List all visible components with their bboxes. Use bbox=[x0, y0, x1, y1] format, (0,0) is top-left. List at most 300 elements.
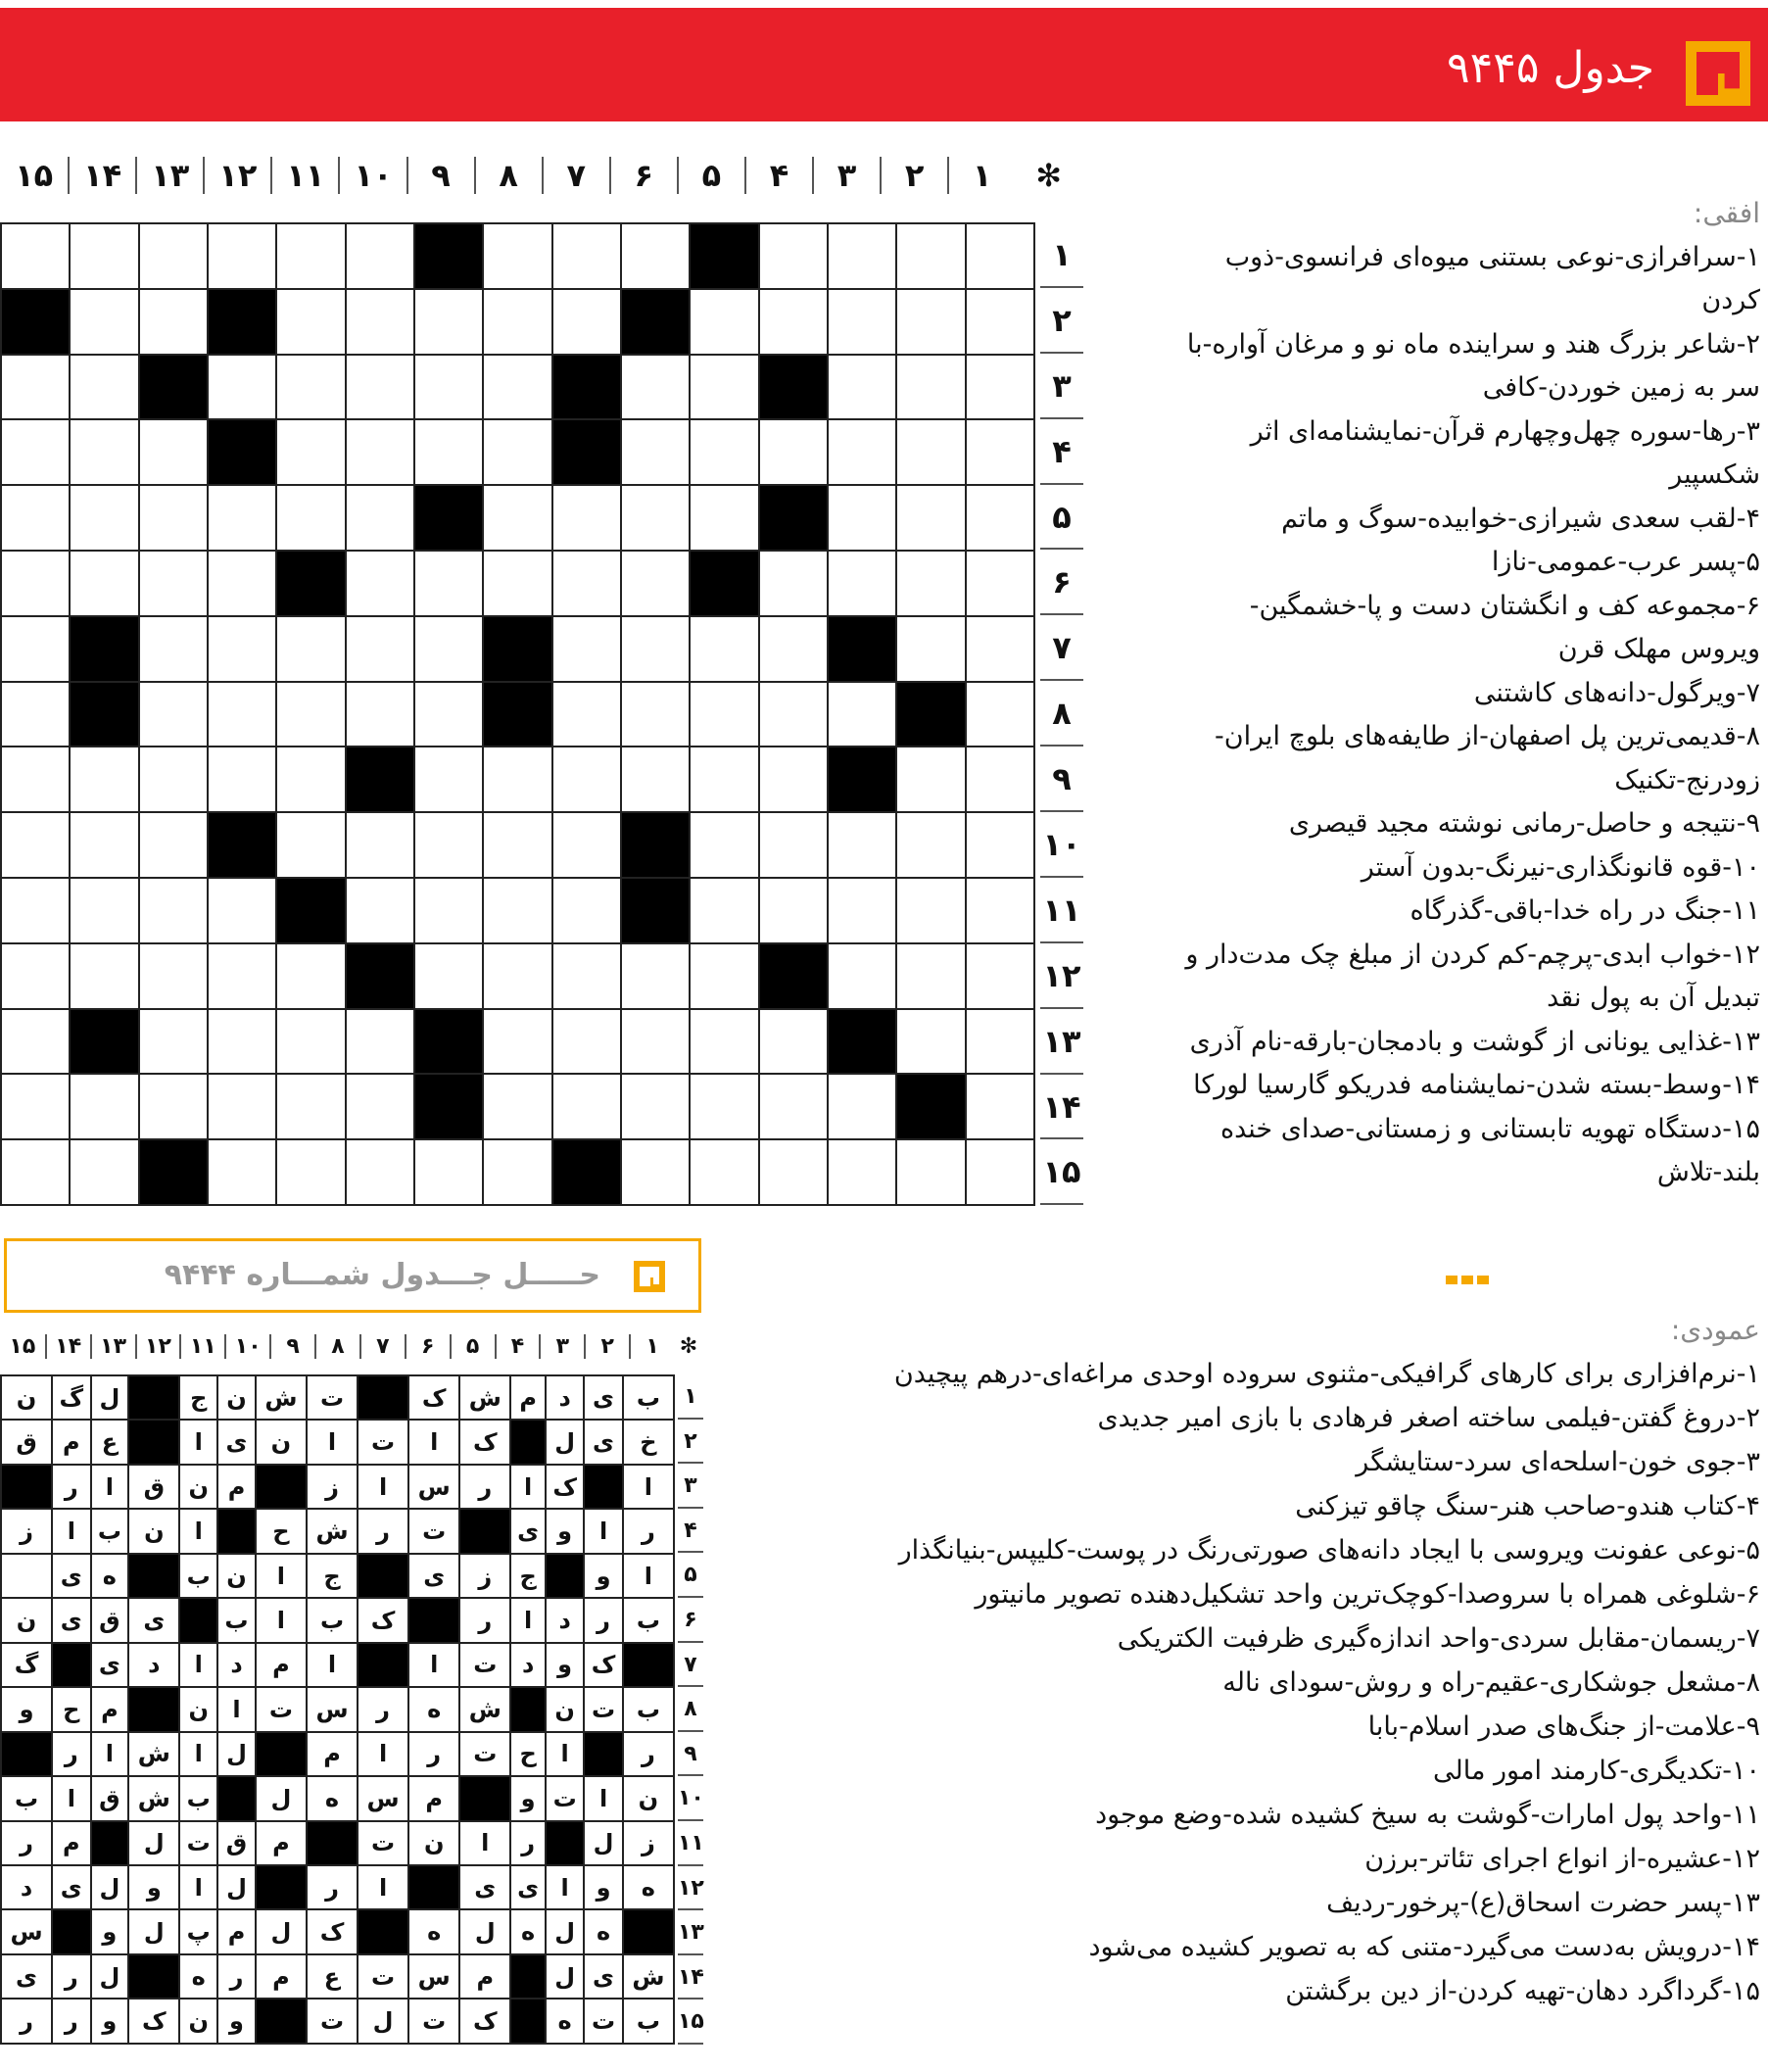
solution-cell: ل bbox=[546, 1954, 584, 1999]
solution-row-number: ۱۵ bbox=[678, 2000, 703, 2045]
grid-cell[interactable] bbox=[552, 682, 621, 747]
grid-cell[interactable] bbox=[896, 419, 965, 485]
grid-cell[interactable] bbox=[483, 1074, 551, 1139]
grid-cell[interactable] bbox=[208, 223, 276, 289]
solution-cell: ش bbox=[128, 1776, 179, 1820]
grid-cell[interactable] bbox=[966, 1074, 1034, 1139]
grid-cell[interactable] bbox=[690, 289, 758, 355]
grid-cell[interactable] bbox=[1, 419, 70, 485]
solution-black-cell bbox=[179, 1598, 217, 1642]
grid-cell[interactable] bbox=[966, 747, 1034, 812]
grid-cell[interactable] bbox=[1, 747, 70, 812]
grid-cell[interactable] bbox=[139, 1074, 208, 1139]
grid-cell[interactable] bbox=[896, 747, 965, 812]
grid-cell[interactable] bbox=[690, 682, 758, 747]
grid-cell[interactable] bbox=[552, 747, 621, 812]
solution-cell: ا bbox=[408, 1420, 459, 1464]
solution-column-number: ۱۱ bbox=[179, 1334, 224, 1359]
grid-cell[interactable] bbox=[346, 223, 414, 289]
solution-row-number: ۱۱ bbox=[678, 1821, 703, 1866]
solution-cell: ا bbox=[584, 1509, 622, 1553]
solution-column-number: ۴ bbox=[495, 1334, 540, 1359]
black-cell bbox=[759, 355, 828, 420]
grid-cell[interactable] bbox=[346, 682, 414, 747]
grid-cell[interactable] bbox=[139, 812, 208, 878]
grid-cell[interactable] bbox=[966, 289, 1034, 355]
grid-cell[interactable] bbox=[1, 551, 70, 616]
grid-cell[interactable] bbox=[759, 682, 828, 747]
grid-cell[interactable] bbox=[276, 355, 345, 420]
solution-cell: ش bbox=[623, 1954, 674, 1999]
grid-cell[interactable] bbox=[276, 1009, 345, 1075]
grid-cell[interactable] bbox=[483, 943, 551, 1009]
grid-cell[interactable] bbox=[1, 355, 70, 420]
grid-cell[interactable] bbox=[70, 1139, 138, 1205]
vertical-clue: ۱-نرم‌افزاری برای کارهای گرافیکی-مثنوی سروده اوحدی مراغه‌ای-درهم پیچیدن bbox=[893, 1359, 1760, 1389]
vertical-clue: ۶-شلوغی همراه با سروصدا-کوچک‌ترین واحد تشکیل‌دهنده تصویر مانیتور bbox=[975, 1579, 1760, 1610]
grid-cell[interactable] bbox=[70, 485, 138, 551]
grid-cell[interactable] bbox=[346, 616, 414, 682]
grid-cell[interactable] bbox=[276, 943, 345, 1009]
grid-cell[interactable] bbox=[346, 485, 414, 551]
solution-cell: ل bbox=[128, 1821, 179, 1865]
grid-cell[interactable] bbox=[828, 485, 896, 551]
grid-cell[interactable] bbox=[1, 1074, 70, 1139]
grid-cell[interactable] bbox=[139, 223, 208, 289]
grid-cell[interactable] bbox=[414, 812, 483, 878]
row-number: ۶ bbox=[1040, 550, 1083, 615]
grid-cell[interactable] bbox=[346, 289, 414, 355]
grid-cell[interactable] bbox=[966, 878, 1034, 943]
grid-cell[interactable] bbox=[552, 812, 621, 878]
grid-cell[interactable] bbox=[208, 485, 276, 551]
grid-cell[interactable] bbox=[828, 943, 896, 1009]
grid-cell[interactable] bbox=[759, 1139, 828, 1205]
column-number: ۱۵ bbox=[15, 157, 54, 194]
grid-cell[interactable] bbox=[552, 485, 621, 551]
solution-cell: ی bbox=[128, 1598, 179, 1642]
solution-row bbox=[1, 1687, 674, 1731]
solution-cell: م bbox=[459, 1954, 510, 1999]
solution-cell: ل bbox=[128, 1909, 179, 1953]
solution-black-cell bbox=[52, 1909, 90, 1953]
grid-cell[interactable] bbox=[346, 1074, 414, 1139]
grid-cell[interactable] bbox=[552, 943, 621, 1009]
solution-cell: ه bbox=[623, 1865, 674, 1909]
grid-cell[interactable] bbox=[276, 419, 345, 485]
grid-cell[interactable] bbox=[276, 616, 345, 682]
solution-cell: ک bbox=[459, 1999, 510, 2044]
grid-cell[interactable] bbox=[70, 223, 138, 289]
row-number: ۱۰ bbox=[1040, 812, 1083, 878]
solution-cell: ی bbox=[408, 1554, 459, 1598]
solution-cell: ی bbox=[584, 1420, 622, 1464]
solution-row-number: ۱۴ bbox=[678, 1955, 703, 2000]
grid-cell[interactable] bbox=[483, 747, 551, 812]
grid-cell[interactable] bbox=[552, 223, 621, 289]
solution-cell: ل bbox=[256, 1776, 307, 1820]
solution-black-cell bbox=[217, 1509, 256, 1553]
grid-cell[interactable] bbox=[896, 1009, 965, 1075]
grid-cell[interactable] bbox=[483, 355, 551, 420]
solution-black-cell bbox=[623, 1643, 674, 1687]
grid-cell[interactable] bbox=[346, 355, 414, 420]
solution-cell: ی bbox=[217, 1420, 256, 1464]
grid-cell[interactable] bbox=[139, 1009, 208, 1075]
grid-cell[interactable] bbox=[483, 485, 551, 551]
grid-cell[interactable] bbox=[346, 1009, 414, 1075]
grid-cell[interactable] bbox=[896, 485, 965, 551]
solution-cell: ل bbox=[546, 1420, 584, 1464]
grid-row bbox=[1, 812, 1034, 878]
grid-cell[interactable] bbox=[70, 289, 138, 355]
grid-cell[interactable] bbox=[621, 747, 690, 812]
grid-cell[interactable] bbox=[966, 355, 1034, 420]
grid-cell[interactable] bbox=[896, 1139, 965, 1205]
grid-cell[interactable] bbox=[346, 1139, 414, 1205]
horizontal-clue: ۲-شاعر بزرگ هند و سراینده ماه نو و مرغان آواره-با سر به زمین خوردن-کافی bbox=[1186, 328, 1760, 403]
column-number: ۳ bbox=[812, 157, 880, 194]
grid-cell[interactable] bbox=[828, 289, 896, 355]
grid-cell[interactable] bbox=[759, 616, 828, 682]
grid-cell[interactable] bbox=[621, 223, 690, 289]
solution-cell: ی bbox=[510, 1865, 546, 1909]
grid-cell[interactable] bbox=[896, 943, 965, 1009]
grid-cell[interactable] bbox=[208, 1074, 276, 1139]
solution-cell: ه bbox=[510, 1909, 546, 1953]
grid-cell[interactable] bbox=[552, 551, 621, 616]
grid-cell[interactable] bbox=[414, 943, 483, 1009]
grid-cell[interactable] bbox=[208, 943, 276, 1009]
grid-cell[interactable] bbox=[759, 878, 828, 943]
solution-row-number: ۱۲ bbox=[678, 1866, 703, 1911]
solution-black-cell bbox=[91, 1821, 129, 1865]
grid-cell[interactable] bbox=[759, 1009, 828, 1075]
solution-cell: ا bbox=[256, 1598, 307, 1642]
horizontal-clue: ۸-قدیمی‌ترین پل اصفهان-از طایفه‌های بلوچ ایران-زودرنج-تکنیک bbox=[1215, 721, 1760, 795]
grid-cell[interactable] bbox=[414, 682, 483, 747]
grid-cell[interactable] bbox=[276, 289, 345, 355]
grid-cell[interactable] bbox=[690, 616, 758, 682]
solution-black-cell bbox=[1, 1732, 52, 1776]
grid-cell[interactable] bbox=[276, 1074, 345, 1139]
solution-row-number: ۷ bbox=[678, 1643, 703, 1688]
grid-cell[interactable] bbox=[759, 223, 828, 289]
grid-cell[interactable] bbox=[483, 419, 551, 485]
grid-cell[interactable] bbox=[828, 878, 896, 943]
solution-black-cell bbox=[546, 1821, 584, 1865]
grid-cell[interactable] bbox=[276, 812, 345, 878]
grid-cell[interactable] bbox=[276, 223, 345, 289]
grid-cell[interactable] bbox=[621, 616, 690, 682]
grid-cell[interactable] bbox=[483, 551, 551, 616]
grid-cell[interactable] bbox=[552, 1009, 621, 1075]
grid-cell[interactable] bbox=[759, 812, 828, 878]
grid-cell[interactable] bbox=[208, 355, 276, 420]
grid-cell[interactable] bbox=[966, 551, 1034, 616]
grid-cell[interactable] bbox=[139, 943, 208, 1009]
grid-cell[interactable] bbox=[896, 812, 965, 878]
solution-cell: ن bbox=[179, 1999, 217, 2044]
grid-cell[interactable] bbox=[414, 289, 483, 355]
grid-row bbox=[1, 616, 1034, 682]
grid-cell[interactable] bbox=[1, 1009, 70, 1075]
grid-cell[interactable] bbox=[483, 812, 551, 878]
grid-cell[interactable] bbox=[208, 747, 276, 812]
grid-cell[interactable] bbox=[690, 355, 758, 420]
grid-cell[interactable] bbox=[414, 355, 483, 420]
grid-cell[interactable] bbox=[1, 943, 70, 1009]
grid-cell[interactable] bbox=[896, 551, 965, 616]
solution-cell: ر bbox=[52, 1954, 90, 1999]
column-number: ۱ bbox=[947, 157, 1015, 194]
solution-cell: س bbox=[307, 1687, 358, 1731]
grid-cell[interactable] bbox=[208, 551, 276, 616]
grid-cell[interactable] bbox=[276, 1139, 345, 1205]
grid-cell[interactable] bbox=[483, 878, 551, 943]
grid-cell[interactable] bbox=[139, 682, 208, 747]
grid-cell[interactable] bbox=[414, 878, 483, 943]
solution-cell: ا bbox=[546, 1865, 584, 1909]
grid-cell[interactable] bbox=[70, 747, 138, 812]
grid-cell[interactable] bbox=[690, 419, 758, 485]
grid-cell[interactable] bbox=[966, 419, 1034, 485]
solution-cell: ی bbox=[510, 1509, 546, 1553]
solution-cell: ن bbox=[256, 1420, 307, 1464]
grid-cell[interactable] bbox=[896, 223, 965, 289]
row-number: ۴ bbox=[1040, 419, 1083, 485]
solution-cell: ا bbox=[256, 1554, 307, 1598]
horizontal-clue: ۳-رها-سوره چهل‌وچهارم قرآن-نمایشنامه‌ای اثر شکسپیر bbox=[1250, 415, 1760, 490]
grid-cell[interactable] bbox=[139, 551, 208, 616]
column-number: ۱۰ bbox=[338, 157, 406, 194]
grid-cell[interactable] bbox=[966, 616, 1034, 682]
grid-cell[interactable] bbox=[966, 943, 1034, 1009]
grid-cell[interactable] bbox=[139, 878, 208, 943]
solution-cell: ا bbox=[52, 1509, 90, 1553]
grid-cell[interactable] bbox=[1, 1139, 70, 1205]
solution-cell: ن bbox=[1, 1598, 52, 1642]
column-number: ۴ bbox=[744, 157, 812, 194]
horizontal-clue: ۴-لقب سعدی شیرازی-خوابیده-سوگ و ماتم bbox=[1281, 503, 1760, 534]
grid-cell[interactable] bbox=[1, 616, 70, 682]
black-cell bbox=[70, 616, 138, 682]
grid-cell[interactable] bbox=[70, 812, 138, 878]
solution-cell: ن bbox=[217, 1375, 256, 1420]
solution-black-cell bbox=[128, 1554, 179, 1598]
grid-cell[interactable] bbox=[966, 682, 1034, 747]
solution-cell: ت bbox=[408, 1509, 459, 1553]
solution-cell: ت bbox=[459, 1732, 510, 1776]
grid-cell[interactable] bbox=[759, 747, 828, 812]
vertical-clue: ۷-ریسمان-مقابل سردی-واحد اندازه‌گیری ظرفیت الکتریکی bbox=[1117, 1623, 1760, 1654]
grid-cell[interactable] bbox=[414, 747, 483, 812]
grid-cell[interactable] bbox=[759, 289, 828, 355]
grid-cell[interactable] bbox=[896, 355, 965, 420]
grid-cell[interactable] bbox=[483, 1009, 551, 1075]
grid-cell[interactable] bbox=[1, 485, 70, 551]
solution-row-number: ۴ bbox=[678, 1509, 703, 1554]
grid-cell[interactable] bbox=[208, 1009, 276, 1075]
grid-cell[interactable] bbox=[139, 289, 208, 355]
solution-cell: س bbox=[408, 1465, 459, 1509]
grid-cell[interactable] bbox=[759, 1074, 828, 1139]
grid-cell[interactable] bbox=[552, 289, 621, 355]
grid-cell[interactable] bbox=[70, 419, 138, 485]
solution-cell: ی bbox=[459, 1865, 510, 1909]
vertical-clue: ۴-کتاب هندو-صاحب هنر-سنگ چاقو تیزکنی bbox=[1295, 1491, 1760, 1521]
grid-cell[interactable] bbox=[346, 812, 414, 878]
grid-cell[interactable] bbox=[690, 485, 758, 551]
grid-cell[interactable] bbox=[276, 747, 345, 812]
solution-cell: ب bbox=[623, 1375, 674, 1420]
grid-cell[interactable] bbox=[483, 1139, 551, 1205]
solution-cell: د bbox=[128, 1643, 179, 1687]
solution-header bbox=[4, 1238, 701, 1313]
grid-cell[interactable] bbox=[621, 1139, 690, 1205]
grid-cell[interactable] bbox=[759, 551, 828, 616]
grid-cell[interactable] bbox=[621, 682, 690, 747]
grid-cell[interactable] bbox=[828, 1074, 896, 1139]
grid-cell[interactable] bbox=[966, 1139, 1034, 1205]
row-number: ۸ bbox=[1040, 681, 1083, 747]
horizontal-clue: ۹-نتیجه و حاصل-رمانی نوشته مجید قیصری bbox=[1288, 808, 1760, 839]
solution-cell: ن bbox=[217, 1554, 256, 1598]
grid-cell[interactable] bbox=[828, 812, 896, 878]
solution-black-cell bbox=[546, 1554, 584, 1598]
solution-black-cell bbox=[510, 1999, 546, 2044]
solution-grid bbox=[0, 1374, 675, 2045]
grid-cell[interactable] bbox=[1, 223, 70, 289]
solution-cell: م bbox=[52, 1420, 90, 1464]
solution-cell: ر bbox=[52, 1465, 90, 1509]
solution-cell: ر bbox=[358, 1509, 408, 1553]
grid-cell[interactable] bbox=[966, 223, 1034, 289]
grid-cell[interactable] bbox=[552, 1074, 621, 1139]
grid-cell[interactable] bbox=[690, 812, 758, 878]
grid-cell[interactable] bbox=[690, 1009, 758, 1075]
grid-cell[interactable] bbox=[690, 1139, 758, 1205]
grid-cell[interactable] bbox=[139, 616, 208, 682]
grid-cell[interactable] bbox=[621, 1009, 690, 1075]
solution-cell: د bbox=[510, 1643, 546, 1687]
grid-cell[interactable] bbox=[208, 1139, 276, 1205]
grid-cell[interactable] bbox=[1, 812, 70, 878]
column-number: ۷ bbox=[542, 157, 609, 194]
grid-cell[interactable] bbox=[690, 878, 758, 943]
grid-cell[interactable] bbox=[70, 355, 138, 420]
black-cell bbox=[621, 878, 690, 943]
solution-cell: و bbox=[91, 1909, 129, 1953]
row-number: ۵ bbox=[1040, 485, 1083, 551]
grid-cell[interactable] bbox=[828, 355, 896, 420]
solution-black-cell bbox=[358, 1554, 408, 1598]
grid-cell[interactable] bbox=[139, 747, 208, 812]
vertical-clue: ۱۴-درویش به‌دست می‌گیرد-متنی که به تصویر کشیده می‌شود bbox=[1088, 1932, 1760, 1962]
grid-cell[interactable] bbox=[896, 878, 965, 943]
grid-cell[interactable] bbox=[828, 1139, 896, 1205]
grid-cell[interactable] bbox=[208, 878, 276, 943]
grid-cell[interactable] bbox=[621, 419, 690, 485]
grid-cell[interactable] bbox=[896, 289, 965, 355]
grid-cell[interactable] bbox=[276, 485, 345, 551]
solution-cell: ر bbox=[459, 1598, 510, 1642]
solution-cell bbox=[1, 1554, 52, 1598]
solution-cell: ز bbox=[1, 1509, 52, 1553]
grid-cell[interactable] bbox=[414, 551, 483, 616]
vertical-clue: ۱۳-پسر حضرت اسحاق(ع)-پرخور-ردیف bbox=[1326, 1888, 1760, 1918]
grid-cell[interactable] bbox=[966, 485, 1034, 551]
grid-cell[interactable] bbox=[552, 878, 621, 943]
grid-cell[interactable] bbox=[70, 878, 138, 943]
row-number: ۱۱ bbox=[1040, 878, 1083, 943]
grid-cell[interactable] bbox=[896, 616, 965, 682]
grid-cell[interactable] bbox=[414, 419, 483, 485]
grid-cell[interactable] bbox=[759, 419, 828, 485]
grid-cell[interactable] bbox=[1, 682, 70, 747]
grid-cell[interactable] bbox=[414, 616, 483, 682]
grid-cell[interactable] bbox=[690, 747, 758, 812]
solution-cell: ک bbox=[128, 1999, 179, 2044]
row-number: ۱۲ bbox=[1040, 943, 1083, 1009]
grid-cell[interactable] bbox=[621, 355, 690, 420]
grid-cell[interactable] bbox=[346, 419, 414, 485]
grid-cell[interactable] bbox=[276, 682, 345, 747]
grid-cell[interactable] bbox=[208, 682, 276, 747]
grid-cell[interactable] bbox=[346, 878, 414, 943]
black-cell bbox=[483, 682, 551, 747]
grid-cell[interactable] bbox=[621, 485, 690, 551]
grid-cell[interactable] bbox=[690, 1074, 758, 1139]
grid-cell[interactable] bbox=[139, 485, 208, 551]
grid-cell[interactable] bbox=[966, 812, 1034, 878]
grid-cell[interactable] bbox=[690, 943, 758, 1009]
grid-cell[interactable] bbox=[828, 551, 896, 616]
grid-cell[interactable] bbox=[828, 223, 896, 289]
solution-cell: ز bbox=[307, 1465, 358, 1509]
grid-cell[interactable] bbox=[621, 943, 690, 1009]
grid-cell[interactable] bbox=[346, 551, 414, 616]
black-cell bbox=[346, 747, 414, 812]
grid-cell[interactable] bbox=[70, 943, 138, 1009]
grid-cell[interactable] bbox=[139, 419, 208, 485]
grid-cell[interactable] bbox=[621, 551, 690, 616]
grid-cell[interactable] bbox=[483, 223, 551, 289]
column-number: ۱۱ bbox=[270, 157, 338, 194]
grid-cell[interactable] bbox=[552, 616, 621, 682]
grid-cell[interactable] bbox=[966, 1009, 1034, 1075]
grid-cell[interactable] bbox=[414, 1139, 483, 1205]
solution-cell: ت bbox=[546, 1776, 584, 1820]
grid-cell[interactable] bbox=[70, 1074, 138, 1139]
vertical-clue: ۹-علامت-از جنگ‌های صدر اسلام-بابا bbox=[1367, 1711, 1760, 1742]
grid-cell[interactable] bbox=[208, 616, 276, 682]
black-cell bbox=[139, 355, 208, 420]
solution-cell: ر bbox=[52, 1732, 90, 1776]
row-number: ۱۳ bbox=[1040, 1009, 1083, 1075]
solution-cell: ا bbox=[510, 1598, 546, 1642]
black-cell bbox=[276, 551, 345, 616]
grid-cell[interactable] bbox=[1, 878, 70, 943]
solution-cell: ی bbox=[91, 1643, 129, 1687]
grid-cell[interactable] bbox=[828, 419, 896, 485]
grid-cell[interactable] bbox=[483, 289, 551, 355]
grid-cell[interactable] bbox=[621, 1074, 690, 1139]
grid-cell[interactable] bbox=[70, 551, 138, 616]
grid-row bbox=[1, 878, 1034, 943]
grid-row bbox=[1, 223, 1034, 289]
grid-cell[interactable] bbox=[828, 682, 896, 747]
